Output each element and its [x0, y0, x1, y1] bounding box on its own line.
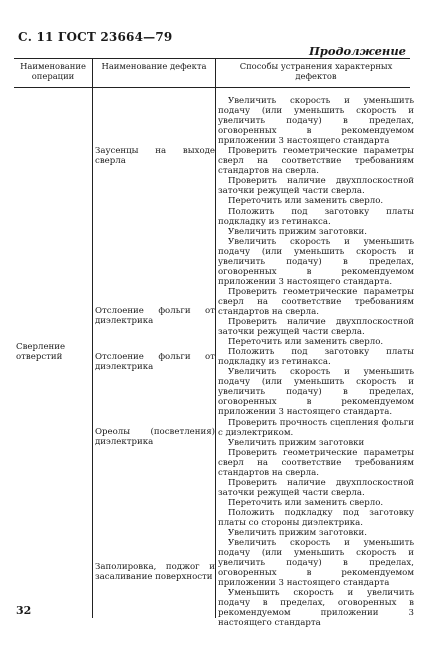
- defect-foil-delamination-2: Отслоение фольги от диэлектрика: [95, 352, 215, 373]
- column-header-defect: Наименование дефекта: [101, 61, 207, 71]
- remedy-item: Положить под заготовку платы подкладку из гетинакса.: [218, 206, 414, 227]
- defect-foil-delamination-1: Отслоение фольги от диэлектрика: [95, 306, 215, 327]
- remedy-item: Увеличить скорость и уменьшить подачу (или уменьшить скорость и увеличить подачу) в пределах, оговоренных в рекомендуемом приложении 3 настоящего стандарта.: [218, 367, 414, 418]
- defect-glazing-burn: Заполировка, поджог и засаливание поверхности: [95, 562, 215, 583]
- remedy-item: Проверить прочность сцепления фольги с диэлектриком.: [218, 417, 414, 438]
- remedy-item: Проверить наличие двухплоскостной заточки режущей части сверла.: [218, 317, 414, 338]
- remedy-item: Увеличить прижим заготовки.: [228, 528, 367, 539]
- remedy-item: Увеличить прижим заготовки: [228, 437, 365, 448]
- continuation-label: Продолжение: [308, 44, 406, 58]
- remedy-item: Увеличить прижим заготовки.: [228, 226, 367, 237]
- defect-halos: Ореолы (посветления) диэлектрика: [95, 427, 215, 448]
- remedy-item: Проверить геометрические параметры сверл на соответствие требованиям стандартов на сверла.: [218, 146, 414, 177]
- remedy-item: Проверить геометрические параметры сверл на соответствие требованиям стандартов на сверла.: [218, 286, 414, 317]
- operation-name: Сверление отверстий: [16, 342, 66, 363]
- remedy-item: Переточить или заменить сверло.: [228, 497, 384, 508]
- remedy-item: Увеличить скорость и уменьшить подачу (или уменьшить скорость и увеличить подачу) в пределах, оговоренных в рекомендуемом приложении 3 настоящего стандарта.: [218, 236, 414, 287]
- column-divider-1: [92, 58, 93, 618]
- remedy-item: Проверить геометрические параметры сверл на соответствие требованиям стандартов на сверла.: [218, 447, 414, 478]
- column-header-operation: Наименование операции: [20, 61, 86, 81]
- table-top-rule: [14, 58, 410, 59]
- remedies-block: [218, 96, 414, 628]
- defect-burrs: Заусенцы на выходе сверла: [95, 146, 215, 167]
- remedy-item: Положить подкладку под заготовку платы со стороны диэлектрика.: [218, 507, 414, 528]
- remedy-item: Увеличить скорость и уменьшить подачу (или уменьшить скорость и увеличить подачу) в пределах, оговоренных в рекомендуемом приложении 3 настоящего стандарта: [218, 96, 414, 147]
- column-divider-2: [215, 58, 216, 618]
- remedy-item: Положить под заготовку платы подкладку из гетинакса.: [218, 347, 414, 368]
- page-number: 32: [16, 604, 32, 617]
- remedy-item: Проверить наличие двухплоскостной заточки режущей части сверла.: [218, 176, 414, 197]
- remedy-item: Увеличить скорость и уменьшить подачу (или уменьшить скорость и увеличить подачу) в пределах, оговоренных в рекомендуемом приложении 3 настоящего стандарта: [218, 538, 414, 589]
- column-header-remedies: Способы устранения характерных дефектов: [239, 61, 393, 81]
- remedy-item: Переточить или заменить сверло.: [228, 337, 384, 348]
- remedy-item: Проверить наличие двухплоскостной заточки режущей части сверла.: [218, 477, 414, 498]
- remedy-item: Переточить или заменить сверло.: [228, 196, 384, 207]
- page-header: С. 11 ГОСТ 23664—79: [18, 30, 173, 44]
- table-header-rule: [14, 87, 410, 88]
- remedy-item: Уменьшить скорость и увеличить подачу в пределах, оговоренных в рекомендуемом приложении 3 настоящего стандарта: [218, 588, 414, 629]
